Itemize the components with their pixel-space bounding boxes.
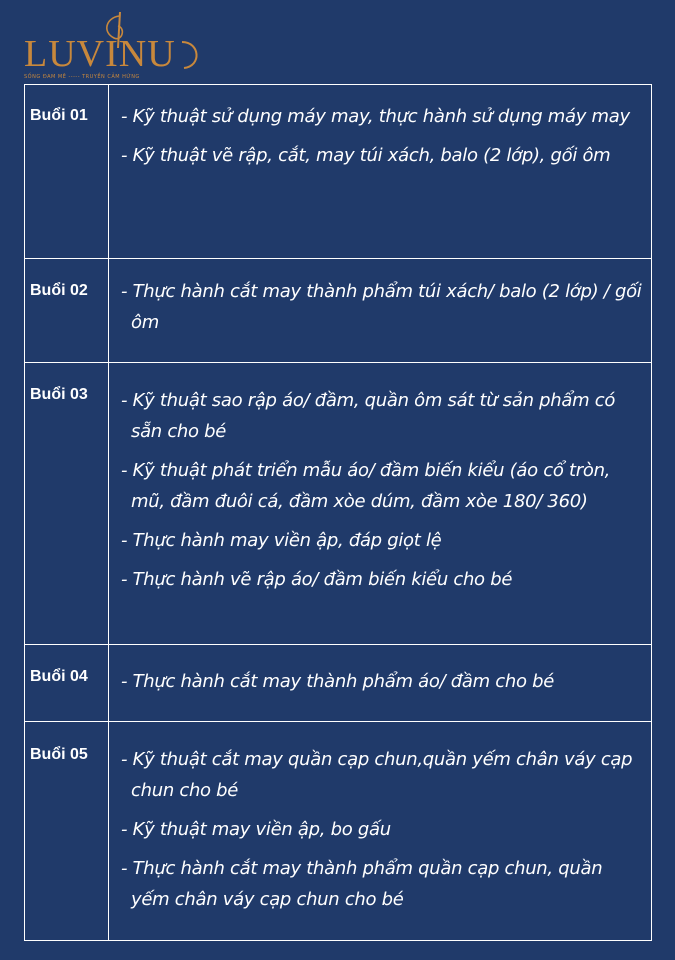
course-schedule-table: [24, 84, 652, 941]
session-item: - Kỹ thuật sao rập áo/ đầm, quần ôm sát từ sản phẩm có sẵn cho bé: [121, 390, 616, 442]
session-item: - Thực hành vẽ rập áo/ đầm biến kiểu cho bé: [121, 569, 513, 590]
session-item: - Kỹ thuật sử dụng máy may, thực hành sử dụng máy may: [121, 106, 630, 127]
session-content: [109, 645, 651, 721]
session-item: - Kỹ thuật phát triển mẫu áo/ đầm biến kiểu (áo cổ tròn, mũ, đầm đuôi cá, đầm xòe dúm, đầm xòe 180/ 360): [121, 460, 611, 512]
session-item: - Kỹ thuật vẽ rập, cắt, may túi xách, balo (2 lớp), gối ôm: [121, 145, 611, 166]
session-row-5: [25, 721, 651, 940]
session-label: Buổi 04: [25, 645, 109, 721]
session-row-4: [25, 644, 651, 721]
session-label: Buổi 03: [25, 363, 109, 644]
session-item: - Thực hành cắt may thành phẩm quần cạp chun, quần yếm chân váy cạp chun cho bé: [121, 858, 603, 910]
session-row-3: [25, 362, 651, 644]
session-label: Buổi 05: [25, 722, 109, 940]
session-content: [109, 363, 651, 644]
session-content: [109, 259, 651, 362]
brand-wordmark: LUVINU: [24, 33, 176, 75]
session-content: [109, 85, 651, 258]
session-row-1: [25, 85, 651, 258]
session-item: - Thực hành cắt may thành phẩm áo/ đầm cho bé: [121, 671, 555, 692]
session-row-2: [25, 258, 651, 362]
session-content: [109, 722, 651, 940]
session-item: - Thực hành cắt may thành phẩm túi xách/ balo (2 lớp) / gối ôm: [121, 281, 642, 333]
session-label: Buổi 01: [25, 85, 109, 258]
brand-tagline: SỐNG ĐAM MÊ ----- TRUYỀN CẢM HỨNG: [24, 74, 140, 80]
session-item: - Kỹ thuật cắt may quần cạp chun,quần yếm chân váy cạp chun cho bé: [121, 749, 633, 801]
session-label: Buổi 02: [25, 259, 109, 362]
session-item: - Kỹ thuật may viền ập, bo gấu: [121, 819, 391, 840]
session-item: - Thực hành may viền ập, đáp giọt lệ: [121, 530, 442, 551]
brand-logo: [22, 8, 212, 78]
